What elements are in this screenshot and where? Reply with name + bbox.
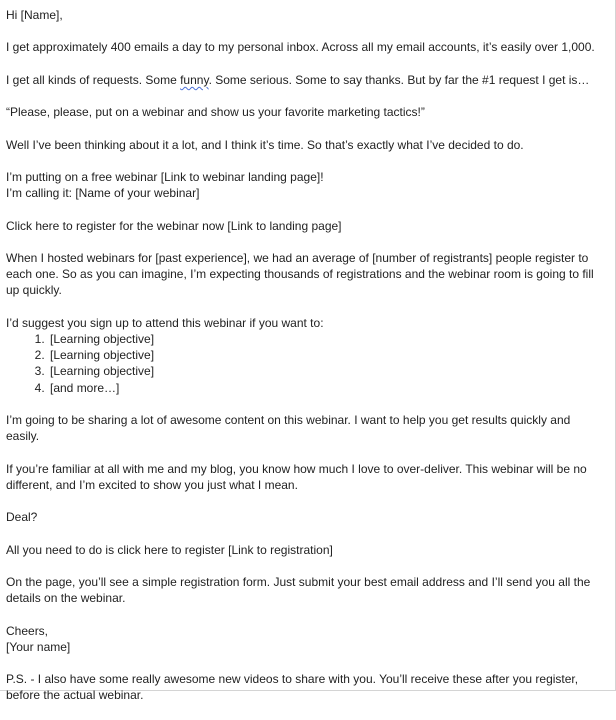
postscript-paragraph: P.S. - I also have some really awesome new videos to share with you. You’ll receive these after you register, before the actual webinar. bbox=[6, 672, 579, 703]
suggest-intro-paragraph: I’d suggest you sign up to attend this webinar if you want to: bbox=[6, 315, 324, 330]
over-deliver-paragraph: If you’re familiar at all with me and my blog, you know how much I love to over-deliver. This webinar will be no different, and I’m excited to show you just what I mean. bbox=[6, 461, 587, 492]
decision-paragraph: Well I’ve been thinking about it a lot, and I think it’s time. So that’s exactly what I’ve decided to do. bbox=[6, 137, 524, 152]
spellcheck-flagged-word[interactable]: funny bbox=[180, 72, 209, 87]
email-body bbox=[6, 7, 606, 720]
content-promise-paragraph: I’m going to be sharing a lot of awesome content on this webinar. I want to help you get results quickly and easily. bbox=[6, 412, 571, 444]
requests-text-before: I get all kinds of requests. Some bbox=[6, 72, 181, 87]
announcement-line-name: I’m calling it: [Name of your webinar] bbox=[6, 186, 200, 201]
objective-item: 3. [Learning objective] bbox=[48, 363, 606, 379]
requests-paragraph bbox=[6, 72, 606, 88]
register-cta-paragraph: Click here to register for the webinar now [Link to landing page] bbox=[6, 218, 342, 233]
objective-item: 1. [Learning objective] bbox=[48, 331, 606, 347]
signoff-name: [Your name] bbox=[6, 639, 71, 654]
form-note-paragraph: On the page, you’ll see a simple registration form. Just submit your best email address and I’ll send you all the details on the webinar. bbox=[6, 574, 591, 606]
objective-item: 2. [Learning objective] bbox=[48, 347, 606, 363]
past-experience-paragraph: When I hosted webinars for [past experience], we had an average of [number of registrants] people register to each one. So as you can imagine, I’m expecting thousands of registrations and the webinar room is going to fill up quickly. bbox=[6, 250, 594, 298]
announcement-paragraph bbox=[6, 169, 606, 201]
objectives-list bbox=[6, 331, 606, 396]
announcement-line-webinar: I’m putting on a free webinar [Link to webinar landing page]! bbox=[6, 169, 324, 184]
signoff-closing: Cheers, bbox=[6, 623, 49, 638]
deal-paragraph: Deal? bbox=[6, 510, 38, 525]
signoff-paragraph bbox=[6, 623, 606, 655]
greeting: Hi [Name], bbox=[6, 8, 63, 22]
quote-paragraph: “Please, please, put on a webinar and show us your favorite marketing tactics!” bbox=[6, 105, 425, 120]
requests-text-after: . Some serious. Some to say thanks. But by far the #1 request I get is… bbox=[208, 72, 590, 87]
intro-volume-paragraph: I get approximately 400 emails a day to my personal inbox. Across all my email accounts, it’s easily over 1,000. bbox=[6, 40, 595, 55]
objective-item: 4. [and more…] bbox=[48, 380, 606, 396]
final-cta-paragraph: All you need to do is click here to register [Link to registration] bbox=[6, 542, 333, 557]
